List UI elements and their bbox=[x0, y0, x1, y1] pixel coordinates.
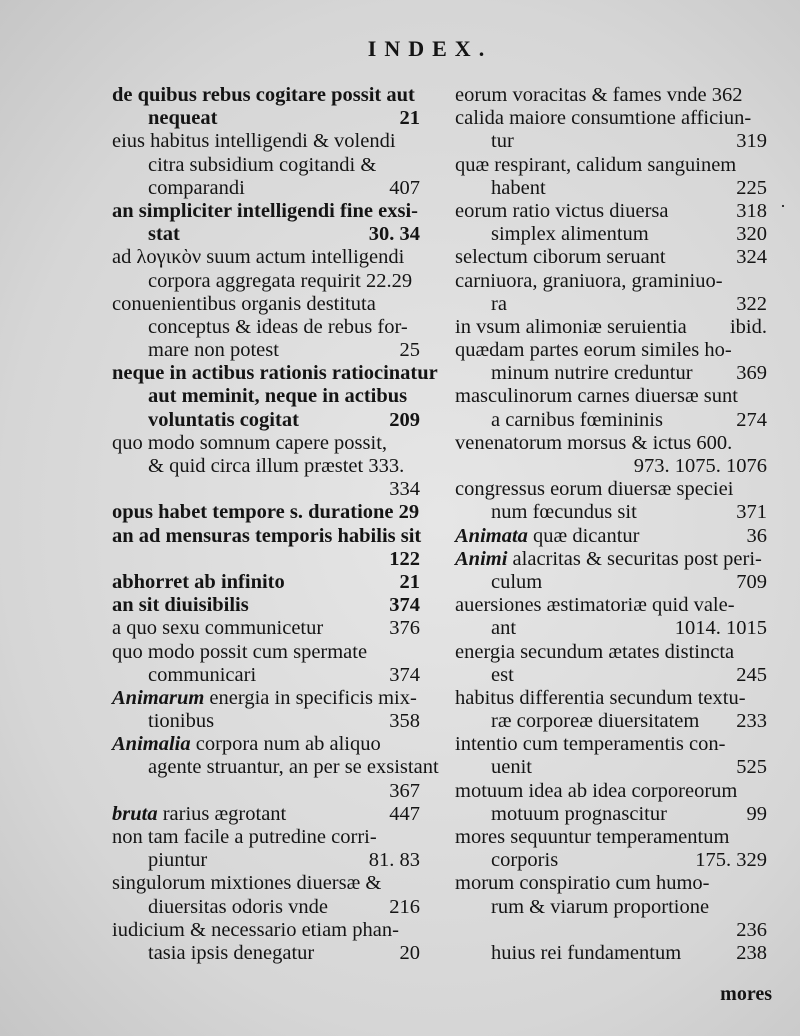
page-reference: 1014. 1015 bbox=[674, 617, 767, 640]
entry-text: energia secundum ætates distincta bbox=[455, 640, 735, 663]
entry-text: motuum prognascitur bbox=[491, 802, 667, 825]
entry-text: opus habet tempore s. duratione 29 bbox=[112, 501, 420, 524]
entry-text: calida maiore consumtione afficiun- bbox=[455, 107, 752, 130]
entry-line bbox=[455, 872, 767, 895]
entry-line bbox=[112, 130, 420, 153]
index-entry bbox=[455, 872, 767, 942]
entry-line bbox=[112, 107, 420, 130]
entry-text: agente struantur, an per se exsistant bbox=[148, 756, 439, 779]
entry-line bbox=[112, 756, 439, 779]
entry-text: uenit bbox=[491, 756, 532, 779]
page-reference: 81. 83 bbox=[368, 849, 420, 872]
entry-line bbox=[455, 548, 767, 571]
page-reference: 175. 329 bbox=[695, 849, 767, 872]
entry-text: morum conspiratio cum humo- bbox=[455, 872, 710, 895]
index-entry bbox=[455, 223, 767, 246]
entry-line bbox=[455, 571, 767, 594]
index-entry bbox=[455, 525, 767, 548]
entry-line bbox=[112, 270, 420, 293]
margin-mark: · bbox=[780, 196, 786, 216]
entry-text: & quid circa illum præstet 333. bbox=[148, 455, 405, 477]
page-reference: 274 bbox=[736, 408, 767, 431]
entry-text: diuersitas odoris vnde bbox=[148, 895, 328, 918]
entry-text: habent bbox=[491, 176, 546, 199]
entry-text: tionibus bbox=[148, 710, 215, 733]
index-entry bbox=[112, 919, 420, 965]
entry-line bbox=[455, 896, 767, 919]
index-entry bbox=[112, 803, 420, 826]
page-reference: 367 bbox=[389, 779, 420, 802]
entry-line bbox=[455, 339, 767, 362]
page-reference: 447 bbox=[389, 802, 420, 825]
entry-line bbox=[112, 525, 420, 548]
page-reference: 25 bbox=[399, 339, 420, 362]
entry-text: conceptus & ideas de rebus for- bbox=[148, 315, 408, 338]
entry-headword: Animarum bbox=[112, 686, 205, 709]
entry-text: neque in actibus rationis ratiocinatur bbox=[112, 362, 438, 385]
entry-line bbox=[455, 316, 767, 339]
entry-line bbox=[455, 223, 767, 246]
entry-line bbox=[455, 362, 767, 385]
page-reference: 21 bbox=[399, 107, 420, 130]
index-entry bbox=[455, 200, 767, 223]
page-reference: 225 bbox=[736, 176, 767, 199]
entry-line bbox=[112, 571, 420, 594]
entry-text: de quibus rebus cogitare possit aut bbox=[112, 84, 415, 106]
entry-line bbox=[112, 710, 420, 733]
entry-text: mores sequuntur temperamentum bbox=[455, 826, 730, 848]
entry-line bbox=[455, 803, 767, 826]
entry-line bbox=[455, 501, 767, 524]
entry-text: alacritas & securitas post peri- bbox=[512, 547, 762, 570]
entry-line bbox=[455, 432, 767, 455]
entry-line bbox=[112, 826, 420, 849]
index-entry bbox=[112, 246, 420, 292]
entry-text: corporis bbox=[491, 849, 559, 872]
entry-line bbox=[112, 803, 420, 826]
entry-line bbox=[112, 733, 420, 756]
page-reference: 245 bbox=[736, 663, 767, 686]
entry-text: corpora aggregata requirit 22.29 bbox=[148, 269, 413, 292]
entry-line bbox=[455, 942, 767, 965]
entry-text: corpora num ab aliquo bbox=[195, 733, 381, 756]
entry-text: culum bbox=[491, 570, 543, 593]
entry-line bbox=[455, 641, 767, 664]
entry-headword: Animata bbox=[455, 524, 528, 547]
entry-text: non tam facile a putredine corri- bbox=[112, 826, 377, 848]
entry-text: an ad mensuras temporis habilis sit bbox=[112, 524, 422, 547]
entry-line bbox=[455, 664, 767, 687]
entry-text: energia in specificis mix- bbox=[209, 686, 417, 709]
entry-line bbox=[112, 641, 420, 664]
index-entry bbox=[455, 84, 767, 107]
entry-line bbox=[455, 154, 767, 177]
index-entry bbox=[455, 826, 767, 872]
entry-line bbox=[112, 919, 420, 942]
index-entry bbox=[455, 780, 767, 826]
entry-line bbox=[455, 826, 767, 849]
index-entry bbox=[112, 594, 420, 617]
index-entry bbox=[455, 154, 767, 200]
entry-text: selectum ciborum seruant bbox=[455, 246, 666, 269]
page-reference: 238 bbox=[736, 941, 767, 964]
index-entry bbox=[112, 501, 420, 524]
index-entry bbox=[455, 107, 767, 153]
entry-text: num fœcundus sit bbox=[491, 501, 637, 524]
entry-line bbox=[455, 270, 767, 293]
entry-text: voluntatis cogitat bbox=[148, 408, 299, 431]
entry-text: tur bbox=[491, 130, 514, 153]
index-entry bbox=[455, 942, 767, 965]
index-entry bbox=[112, 641, 420, 687]
entry-line bbox=[455, 687, 767, 710]
entry-line bbox=[112, 872, 420, 895]
page-reference: 236 bbox=[736, 918, 767, 941]
entry-line bbox=[455, 200, 767, 223]
page-reference: 525 bbox=[736, 756, 767, 779]
entry-line bbox=[112, 293, 420, 316]
entry-line bbox=[455, 107, 767, 130]
entry-line bbox=[455, 177, 767, 200]
index-entry bbox=[112, 571, 420, 594]
page-reference: 36 bbox=[746, 524, 767, 547]
index-entry bbox=[112, 130, 420, 200]
entry-text: rarius ægrotant bbox=[162, 802, 287, 825]
index-entry bbox=[112, 687, 420, 733]
entry-line bbox=[112, 246, 420, 269]
index-entry bbox=[112, 826, 420, 872]
index-entry bbox=[455, 316, 767, 339]
entry-line bbox=[112, 385, 420, 408]
entry-text: ræ corporeæ diuersitatem bbox=[491, 710, 700, 733]
entry-line bbox=[112, 339, 420, 362]
index-entry bbox=[112, 84, 420, 130]
entry-text: an sit diuisibilis bbox=[112, 594, 249, 617]
entry-text: quo modo possit cum spermate bbox=[112, 640, 368, 663]
entry-text: in vsum alimoniæ seruientia bbox=[455, 315, 687, 338]
right-column bbox=[455, 84, 767, 965]
entry-text: quædam partes eorum similes ho- bbox=[455, 339, 732, 362]
entry-text: eius habitus intelligendi & volendi bbox=[112, 130, 396, 153]
index-entry bbox=[455, 339, 767, 385]
page-reference: 216 bbox=[389, 895, 420, 918]
entry-line bbox=[112, 223, 420, 246]
entry-text: congressus eorum diuersæ speciei bbox=[455, 478, 734, 501]
entry-line bbox=[455, 455, 767, 478]
entry-headword: Animi bbox=[455, 547, 508, 570]
page-reference: 324 bbox=[736, 246, 767, 269]
entry-text: nequeat bbox=[148, 107, 218, 130]
index-entry bbox=[455, 641, 767, 687]
page-reference: 371 bbox=[736, 501, 767, 524]
entry-text: tasia ipsis denegatur bbox=[148, 941, 315, 964]
entry-text: motuum idea ab idea corporeorum bbox=[455, 779, 738, 802]
index-entry bbox=[112, 200, 420, 246]
entry-line bbox=[455, 478, 767, 501]
page-reference: 369 bbox=[736, 362, 767, 385]
page-reference: 30. 34 bbox=[368, 223, 420, 246]
index-entry bbox=[112, 872, 420, 918]
entry-line bbox=[112, 409, 420, 432]
entry-text: a carnibus fœmininis bbox=[491, 408, 663, 431]
entry-line bbox=[112, 896, 420, 919]
index-entry bbox=[455, 733, 767, 779]
index-entry bbox=[112, 362, 438, 432]
index-entry bbox=[455, 548, 767, 594]
entry-text: citra subsidium cogitandi & bbox=[148, 153, 377, 176]
index-entry bbox=[455, 432, 767, 478]
entry-text: piuntur bbox=[148, 849, 208, 872]
entry-line bbox=[112, 177, 420, 200]
page-reference: 21 bbox=[399, 570, 420, 593]
entry-text: an simpliciter intelligendi fine exsi- bbox=[112, 199, 418, 222]
entry-headword: bruta bbox=[112, 802, 158, 825]
entry-line bbox=[112, 154, 420, 177]
index-entry bbox=[112, 525, 420, 571]
entry-text: eorum voracitas & fames vnde 362 bbox=[455, 84, 743, 106]
entry-line bbox=[112, 84, 420, 107]
entry-line bbox=[112, 432, 420, 455]
entry-line bbox=[455, 84, 767, 107]
page-reference: 209 bbox=[389, 408, 420, 431]
page-reference: 407 bbox=[389, 176, 420, 199]
entry-line bbox=[112, 548, 420, 571]
entry-text: quo modo somnum capere possit, bbox=[112, 431, 388, 454]
entry-line bbox=[112, 362, 438, 385]
index-entry bbox=[455, 594, 767, 640]
entry-line bbox=[112, 594, 420, 617]
entry-text: stat bbox=[148, 223, 180, 246]
entry-line bbox=[455, 733, 767, 756]
entry-line bbox=[455, 385, 767, 408]
entry-line bbox=[455, 756, 767, 779]
entry-text: abhorret ab infinito bbox=[112, 570, 285, 593]
left-column bbox=[112, 84, 439, 965]
entry-line bbox=[455, 525, 767, 548]
entry-line bbox=[112, 478, 420, 501]
catchword: mores bbox=[720, 983, 772, 1005]
page-reference: ibid. bbox=[729, 315, 767, 338]
entry-text: minum nutrire creduntur bbox=[491, 362, 693, 385]
entry-line bbox=[112, 664, 420, 687]
page-reference: 122 bbox=[389, 547, 420, 570]
entry-line bbox=[455, 409, 767, 432]
entry-text: intentio cum temperamentis con- bbox=[455, 733, 726, 756]
entry-text: iudicium & necessario etiam phan- bbox=[112, 918, 399, 941]
entry-text: quæ dicantur bbox=[533, 524, 640, 547]
page-reference: 334 bbox=[389, 478, 420, 501]
entry-line bbox=[455, 710, 767, 733]
page-reference: 320 bbox=[736, 223, 767, 246]
entry-text: ra bbox=[491, 292, 507, 315]
entry-line bbox=[112, 501, 420, 524]
entry-text: comparandi bbox=[148, 176, 245, 199]
entry-text: eorum ratio victus diuersa bbox=[455, 199, 669, 222]
entry-text: aut meminit, neque in actibus bbox=[148, 385, 408, 408]
entry-text: singulorum mixtiones diuersæ & bbox=[112, 872, 382, 895]
page-reference: 319 bbox=[736, 130, 767, 153]
entry-line bbox=[112, 316, 420, 339]
entry-text: communicari bbox=[148, 663, 257, 686]
index-entry bbox=[112, 293, 420, 363]
index-entry bbox=[455, 246, 767, 269]
entry-text: rum & viarum proportione bbox=[491, 895, 710, 918]
entry-text: habitus differentia secundum textu- bbox=[455, 686, 746, 709]
entry-line bbox=[455, 780, 767, 803]
entry-line bbox=[455, 919, 767, 942]
entry-text: simplex alimentum bbox=[491, 223, 649, 246]
index-entry bbox=[112, 617, 420, 640]
page-reference: 20 bbox=[399, 941, 420, 964]
entry-line bbox=[455, 849, 767, 872]
entry-line bbox=[112, 687, 420, 710]
page-reference: 99 bbox=[746, 802, 767, 825]
page-reference: 358 bbox=[389, 710, 420, 733]
entry-text: auersiones æstimatoriæ quid vale- bbox=[455, 594, 735, 617]
entry-text: huius rei fundamentum bbox=[491, 941, 682, 964]
index-entry bbox=[455, 478, 767, 524]
entry-text: ad λογικὸν suum actum intelligendi bbox=[112, 246, 405, 269]
entry-headword: Animalia bbox=[112, 733, 191, 756]
index-entry bbox=[112, 733, 439, 803]
page-title: INDEX. bbox=[367, 36, 493, 61]
entry-text: a quo sexu communicetur bbox=[112, 617, 324, 640]
entry-line bbox=[455, 594, 767, 617]
entry-text: est bbox=[491, 663, 514, 686]
page-reference: 318 bbox=[736, 199, 767, 222]
entry-line bbox=[455, 246, 767, 269]
entry-line bbox=[112, 455, 420, 478]
entry-line bbox=[112, 780, 420, 803]
entry-line bbox=[112, 200, 420, 223]
entry-line bbox=[112, 849, 420, 872]
index-entry bbox=[455, 270, 767, 316]
entry-text: carniuora, graniuora, graminiuo- bbox=[455, 269, 723, 292]
entry-text: venenatorum morsus & ictus 600. bbox=[455, 431, 733, 454]
entry-text: conuenientibus organis destituta bbox=[112, 292, 376, 315]
entry-line bbox=[112, 617, 420, 640]
page-reference: 376 bbox=[389, 617, 420, 640]
entry-line bbox=[112, 942, 420, 965]
page-reference: 709 bbox=[736, 570, 767, 593]
entry-text: ant bbox=[491, 617, 517, 640]
page-reference: 374 bbox=[389, 663, 420, 686]
page-reference: 233 bbox=[736, 710, 767, 733]
index-entry bbox=[112, 432, 420, 502]
page-reference: 374 bbox=[389, 594, 420, 617]
entry-line bbox=[455, 617, 767, 640]
entry-text: quæ respirant, calidum sanguinem bbox=[455, 153, 737, 176]
entry-line bbox=[455, 293, 767, 316]
index-entry bbox=[455, 687, 767, 733]
index-entry bbox=[455, 385, 767, 431]
page-reference: 973. 1075. 1076 bbox=[633, 455, 767, 477]
entry-line bbox=[455, 130, 767, 153]
entry-text: masculinorum carnes diuersæ sunt bbox=[455, 385, 738, 408]
page-reference: 322 bbox=[736, 292, 767, 315]
entry-text: mare non potest bbox=[148, 339, 279, 362]
